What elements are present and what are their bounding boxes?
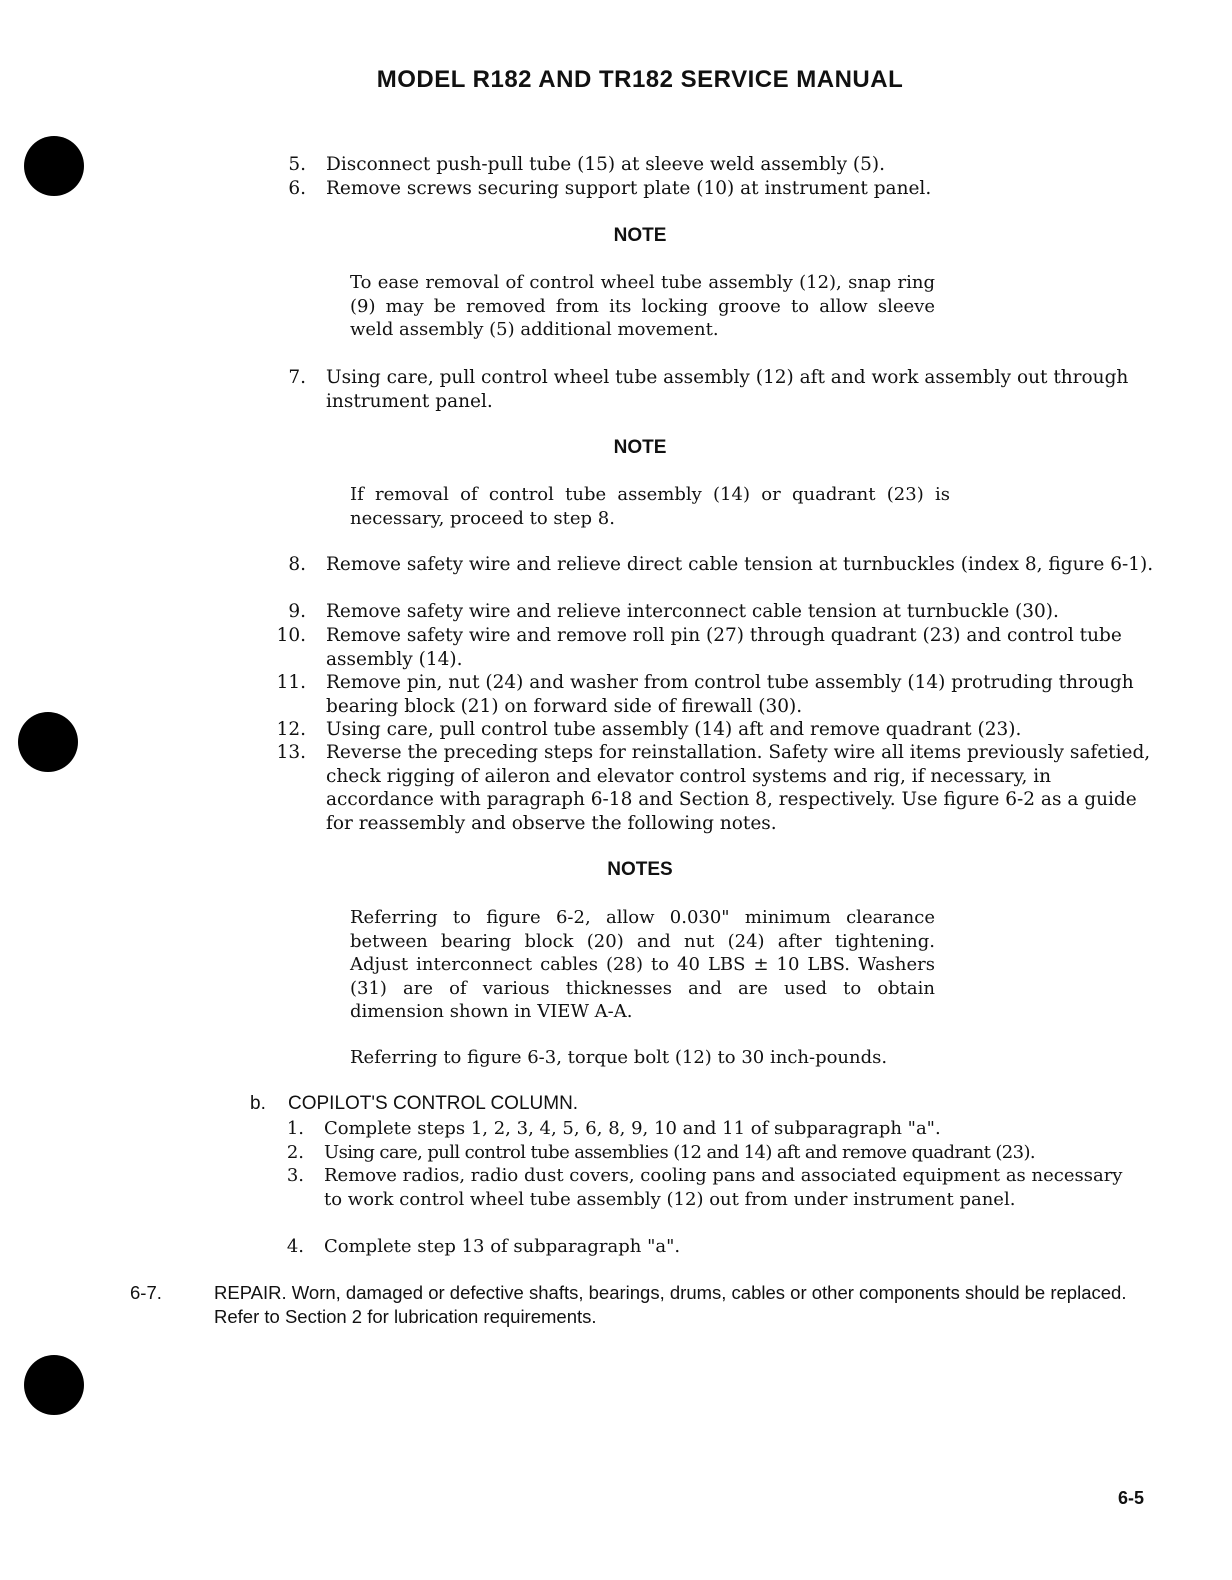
step-text: Remove radios, radio dust covers, cooling pans and associated equipment as necessary to work control wheel tube assembly (12) out from under instrument panel. <box>324 1165 1123 1210</box>
notes-text: Referring to figure 6-2, allow 0.030" minimum clearance between bearing block (20) and nut (24) after tightening. Adjust interconnect cables (28) to 40 LBS ± 10 LBS. Washers (31) are of various thicknesses and are used to obtain dimension shown in VIEW A-A. <box>350 907 935 1022</box>
binder-hole-top <box>24 136 84 196</box>
step-number: 10. <box>276 625 306 646</box>
paragraph-text: REPAIR. Worn, damaged or defective shafts, bearings, drums, cables or other components should be replaced. Refer to Section 2 for lubrication requirements. <box>214 1282 1127 1327</box>
step-number: 7. <box>288 367 306 388</box>
step-number: 9. <box>288 601 306 622</box>
step-number: 13. <box>276 742 306 763</box>
subparagraph-title: COPILOT'S CONTROL COLUMN. <box>288 1093 579 1114</box>
step-text: Reverse the preceding steps for reinstallation. Safety wire all items previously safetied, check rigging of aileron and elevator control systems and rig, if necessary, in accordance with paragraph 6-18 and Section 8, respectively. Use figure 6-2 as a guide for reassembly and observe the following notes. <box>326 742 1151 834</box>
step-text: Disconnect push-pull tube (15) at sleeve weld assembly (5). <box>326 154 886 175</box>
step-number: 4. <box>286 1236 304 1257</box>
paragraph-number: 6-7. <box>130 1282 162 1303</box>
note-text: If removal of control tube assembly (14) or quadrant (23) is necessary, proceed to step 8. <box>350 484 950 529</box>
step-text: Using care, pull control tube assembly (14) aft and remove quadrant (23). <box>326 719 1022 740</box>
step-number: 8. <box>288 554 306 575</box>
step-number: 11. <box>276 672 306 693</box>
step-text: Remove screws securing support plate (10) at instrument panel. <box>326 178 932 199</box>
notes-text: Referring to figure 6-3, torque bolt (12) to 30 inch-pounds. <box>350 1047 888 1068</box>
step-text: Remove pin, nut (24) and washer from control tube assembly (14) protruding through bearing block (21) on forward side of firewall (30). <box>326 672 1134 717</box>
notes-heading: NOTES <box>607 859 673 880</box>
subparagraph-label: b. <box>250 1093 266 1114</box>
binder-hole-middle <box>18 712 78 772</box>
step-number: 3. <box>286 1165 304 1186</box>
step-text: Using care, pull control tube assemblies (12 and 14) aft and remove quadrant (23). <box>324 1142 1036 1163</box>
note-heading: NOTE <box>613 225 667 246</box>
step-text: Using care, pull control wheel tube assembly (12) aft and work assembly out through instrument panel. <box>326 367 1129 412</box>
step-number: 12. <box>276 719 306 740</box>
step-text: Remove safety wire and remove roll pin (27) through quadrant (23) and control tube assembly (14). <box>326 625 1122 670</box>
step-text: Complete steps 1, 2, 3, 4, 5, 6, 8, 9, 10 and 11 of subparagraph "a". <box>324 1118 941 1139</box>
page-title: MODEL R182 AND TR182 SERVICE MANUAL <box>376 66 904 93</box>
step-number: 2. <box>286 1142 304 1163</box>
step-text: Complete step 13 of subparagraph "a". <box>324 1236 681 1257</box>
step-number: 6. <box>288 178 306 199</box>
page-number: 6-5 <box>1118 1488 1145 1508</box>
step-text: Remove safety wire and relieve direct cable tension at turnbuckles (index 8, figure 6-1). <box>326 554 1154 575</box>
note-heading: NOTE <box>613 437 667 458</box>
step-number: 5. <box>288 154 306 175</box>
step-number: 1. <box>286 1118 304 1139</box>
note-text: To ease removal of control wheel tube assembly (12), snap ring (9) may be removed from its locking groove to allow sleeve weld assembly (5) additional movement. <box>350 272 935 340</box>
step-text: Remove safety wire and relieve interconnect cable tension at turnbuckle (30). <box>326 601 1059 622</box>
binder-hole-bottom <box>24 1355 84 1415</box>
